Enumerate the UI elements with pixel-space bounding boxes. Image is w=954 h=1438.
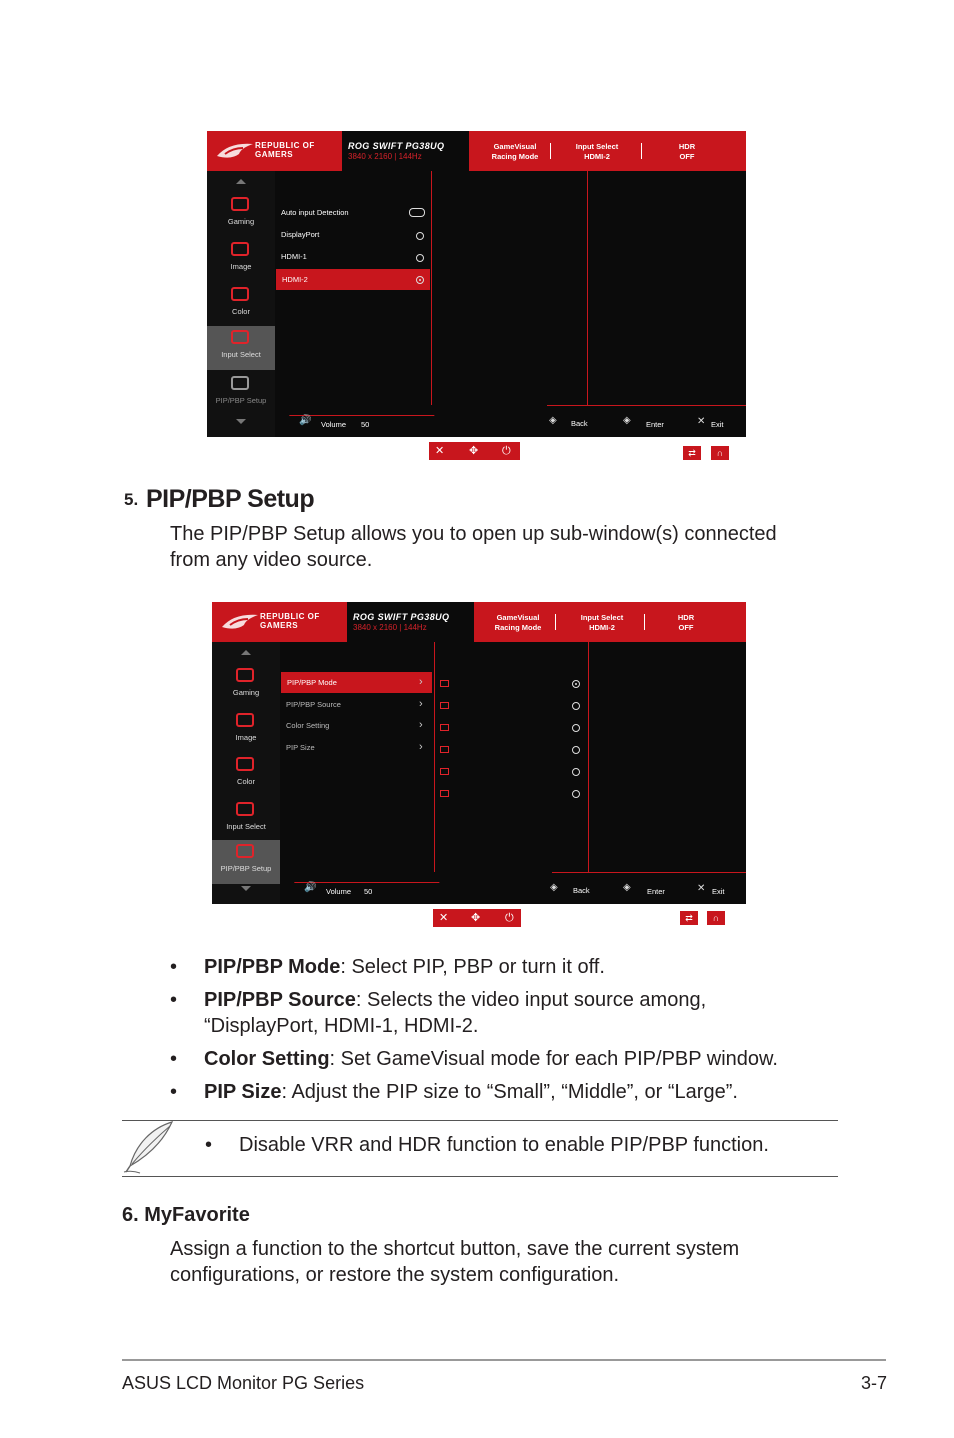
input-icon <box>236 802 254 816</box>
headphone-icon: ∩ <box>707 911 725 925</box>
side-item-gaming[interactable]: Gaming <box>212 664 280 708</box>
option-column <box>275 171 432 437</box>
section5-para-line1: The PIP/PBP Setup allows you to open up sub-window(s) connected <box>170 523 777 545</box>
exit-button[interactable]: Exit <box>711 420 724 429</box>
model-resolution: 3840 x 2160 | 144Hz <box>353 623 427 632</box>
input-value: HDMI-2 <box>589 623 615 632</box>
input-label: Input Select <box>580 613 624 622</box>
chevron-right-icon: › <box>419 719 423 731</box>
volume-value: 50 <box>364 887 373 896</box>
color-bars-icon <box>231 287 249 301</box>
pip-icon <box>231 376 249 390</box>
control-bar-2 <box>433 909 521 927</box>
hdr-label: HDR <box>678 142 696 151</box>
radio-mode-4[interactable] <box>572 746 580 754</box>
close-icon: ✕ <box>697 883 706 894</box>
joystick-enter-icon: ◈ <box>623 882 631 893</box>
section-number: 5. <box>124 490 139 509</box>
scroll-down-icon[interactable] <box>236 419 246 424</box>
usb-icon: ⇄ <box>683 446 701 460</box>
side-menu <box>207 171 275 437</box>
section5-para-line2: from any video source. <box>170 549 373 571</box>
section-title: PIP/PBP Setup <box>146 485 315 513</box>
exit-button[interactable]: Exit <box>712 887 725 896</box>
status-header <box>469 131 746 171</box>
volume-label: Volume <box>321 420 347 429</box>
side-item-input-select[interactable]: Input Select <box>212 798 280 842</box>
osd-screenshot-input-select <box>207 131 746 437</box>
section6-title: 6. MyFavorite <box>122 1204 250 1226</box>
input-label: Input Select <box>575 142 619 151</box>
mode-pip-icon[interactable] <box>440 702 449 709</box>
osd-screenshot-pip-pbp <box>212 602 746 904</box>
mode-pip-bottom-icon[interactable] <box>440 746 449 753</box>
radio-mode-1[interactable] <box>572 680 580 688</box>
joystick-enter-icon: ◈ <box>623 415 631 426</box>
radio-mode-2[interactable] <box>572 702 580 710</box>
radio-mode-3[interactable] <box>572 724 580 732</box>
logo-line-2: GAMERS <box>255 150 294 159</box>
input-icon <box>231 330 249 344</box>
gamepad-icon <box>231 197 249 211</box>
mode-pbp-icon[interactable] <box>440 790 449 797</box>
row-hdmi1[interactable]: HDMI-1 <box>281 252 307 261</box>
input-value: HDMI-2 <box>584 152 610 161</box>
radio-mode-6[interactable] <box>572 790 580 798</box>
osd-footer <box>275 405 746 437</box>
model-resolution: 3840 x 2160 | 144Hz <box>348 152 422 161</box>
gamepad-icon <box>236 668 254 682</box>
color-bars-icon <box>236 757 254 771</box>
hdr-label: HDR <box>677 613 695 622</box>
feather-note-icon <box>122 1118 182 1176</box>
control-bar-1 <box>429 442 520 460</box>
scroll-down-icon[interactable] <box>241 886 251 891</box>
back-button[interactable]: Back <box>573 886 590 895</box>
row-pip-pbp-source[interactable]: PIP/PBP Source <box>286 700 341 709</box>
sub-column <box>431 171 588 437</box>
mode-pip-top-icon[interactable] <box>440 724 449 731</box>
model-block <box>342 131 469 171</box>
note-bottom-rule <box>122 1176 838 1177</box>
note-top-rule <box>122 1120 838 1121</box>
radio-hdmi2[interactable] <box>416 276 424 284</box>
volume-icon: 🔊 <box>299 415 312 426</box>
model-name: ROG SWIFT PG38UQ <box>348 141 445 151</box>
side-item-input-select[interactable]: Input Select <box>207 326 275 370</box>
row-pip-pbp-mode[interactable]: PIP/PBP Mode <box>281 672 432 693</box>
hdr-value: OFF <box>679 152 695 161</box>
page-number: 3-7 <box>860 1373 887 1393</box>
rog-eye-icon <box>220 611 260 633</box>
footer-rule <box>122 1359 886 1361</box>
logo-line-1: REPUBLIC OF <box>260 612 320 621</box>
rog-logo <box>207 131 342 171</box>
section6-para-line2: configurations, or restore the system configuration. <box>170 1264 620 1286</box>
side-item-color[interactable]: Color <box>207 283 275 327</box>
headphone-icon: ∩ <box>711 446 729 460</box>
gamevisual-label: GameVisual <box>493 142 537 151</box>
radio-hdmi1[interactable] <box>416 254 424 262</box>
rog-eye-icon <box>215 140 255 162</box>
volume-label: Volume <box>326 887 352 896</box>
chevron-right-icon: › <box>419 698 423 710</box>
hdr-value: OFF <box>678 623 694 632</box>
radio-displayport[interactable] <box>416 232 424 240</box>
joystick-back-icon: ◈ <box>549 415 557 426</box>
close-icon: ✕ <box>697 416 706 427</box>
close-icon: ✕ <box>439 912 449 924</box>
logo-line-2: GAMERS <box>260 621 299 630</box>
footer-left: ASUS LCD Monitor PG Series <box>122 1373 365 1393</box>
row-pip-size[interactable]: PIP Size <box>286 743 315 752</box>
enter-button[interactable]: Enter <box>647 887 665 896</box>
scroll-up-icon[interactable] <box>241 650 251 655</box>
option-column <box>280 642 435 904</box>
logo-line-1: REPUBLIC OF <box>255 141 315 150</box>
row-hdmi2[interactable]: HDMI-2 <box>276 269 430 290</box>
image-icon <box>231 242 249 256</box>
gamevisual-value: Racing Mode <box>491 152 539 161</box>
image-icon <box>236 713 254 727</box>
side-item-image[interactable]: Image <box>207 238 275 282</box>
row-auto-input[interactable]: Auto input Detection <box>281 208 349 217</box>
power-icon: ⏻ <box>505 912 514 924</box>
side-item-gaming[interactable]: Gaming <box>207 193 275 237</box>
row-color-setting[interactable]: Color Setting <box>286 721 330 730</box>
mode-pip-left-icon[interactable] <box>440 768 449 775</box>
side-item-color[interactable]: Color <box>212 753 280 797</box>
row-displayport[interactable]: DisplayPort <box>281 230 320 239</box>
pip-icon <box>236 844 254 858</box>
toggle-icon[interactable] <box>409 208 425 217</box>
radio-mode-5[interactable] <box>572 768 580 776</box>
scroll-up-icon[interactable] <box>236 179 246 184</box>
enter-button[interactable]: Enter <box>646 420 664 429</box>
section6-para-line1: Assign a function to the shortcut button, save the current system <box>170 1238 740 1260</box>
mode-off-icon[interactable] <box>440 680 449 687</box>
mode-column <box>434 642 589 904</box>
side-item-pip-pbp[interactable]: PIP/PBP Setup <box>212 840 280 884</box>
volume-icon: 🔊 <box>304 882 317 893</box>
side-menu <box>212 642 280 904</box>
side-item-pip-pbp[interactable]: PIP/PBP Setup <box>207 372 275 416</box>
usb-icon: ⇄ <box>680 911 698 925</box>
osd-footer <box>280 872 746 904</box>
power-icon: ⏻ <box>502 445 511 457</box>
model-block <box>347 602 474 642</box>
volume-value: 50 <box>361 420 370 429</box>
rog-logo <box>212 602 347 642</box>
joystick-icon: ✥ <box>471 912 481 924</box>
gamevisual-label: GameVisual <box>496 613 540 622</box>
chevron-right-icon: › <box>419 676 423 688</box>
back-button[interactable]: Back <box>571 419 588 428</box>
chevron-right-icon: › <box>419 741 423 753</box>
model-name: ROG SWIFT PG38UQ <box>353 612 450 622</box>
close-icon: ✕ <box>435 445 445 457</box>
side-item-image[interactable]: Image <box>212 709 280 753</box>
joystick-icon: ✥ <box>469 445 479 457</box>
gamevisual-value: Racing Mode <box>494 623 542 632</box>
joystick-back-icon: ◈ <box>550 882 558 893</box>
status-header <box>474 602 746 642</box>
